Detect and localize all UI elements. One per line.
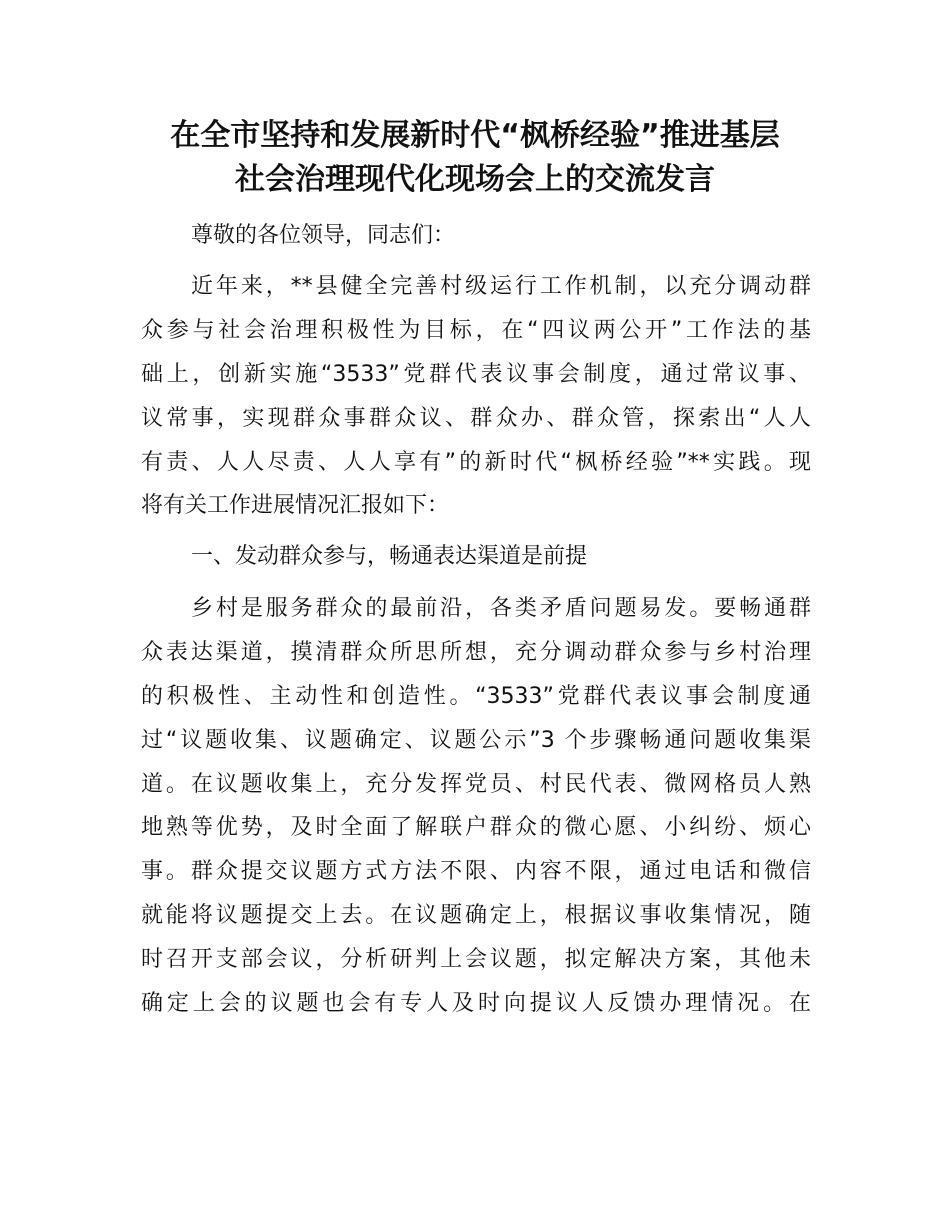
paragraph-line: 道。在议题收集上，充分发挥党员、村民代表、微网格员人熟 xyxy=(141,771,811,797)
paragraph-line: 地熟等优势，及时全面了解联户群众的微心愿、小纠纷、烦心 xyxy=(141,815,811,841)
paragraph-line: 的积极性、主动性和创造性。“3533”党群代表议事会制度通 xyxy=(141,683,811,709)
paragraph-1 xyxy=(141,265,811,528)
section-heading-1: 一、发动群众参与，畅通表达渠道是前提 xyxy=(191,544,588,569)
document-title-line-1: 在全市坚持和发展新时代“枫桥经验”推进基层 xyxy=(170,118,780,153)
paragraph-line: 将有关工作进展情况汇报如下： xyxy=(141,493,450,519)
paragraph-line: 有责、人人尽责、人人享有”的新时代“枫桥经验”**实践。现 xyxy=(141,449,811,475)
paragraph-line: 过“议题收集、议题确定、议题公示”3 个步骤畅通问题收集渠 xyxy=(141,727,811,753)
paragraph-line: 事。群众提交议题方式方法不限、内容不限，通过电话和微信 xyxy=(141,859,811,885)
salutation: 尊敬的各位领导，同志们： xyxy=(191,223,456,248)
paragraph-line: 础上，创新实施“3533”党群代表议事会制度，通过常议事、 xyxy=(141,361,811,387)
paragraph-line: 众表达渠道，摸清群众所思所想，充分调动群众参与乡村治理 xyxy=(141,639,811,665)
section-heading-block xyxy=(141,535,811,579)
paragraph-line: 确定上会的议题也会有专人及时向提议人反馈办理情况。在 xyxy=(141,991,811,1017)
paragraph-2 xyxy=(141,587,811,1026)
salutation-block xyxy=(141,214,811,258)
paragraph-line: 众参与社会治理积极性为目标，在“四议两公开”工作法的基 xyxy=(141,317,811,343)
paragraph-line: 时召开支部会议，分析研判上会议题，拟定解决方案，其他未 xyxy=(141,947,811,973)
paragraph-line: 近年来，**县健全完善村级运行工作机制，以充分调动群 xyxy=(191,274,811,299)
paragraph-line: 议常事，实现群众事群众议、群众办、群众管，探索出“人人 xyxy=(141,405,811,431)
document-title-line-2: 社会治理现代化现场会上的交流发言 xyxy=(235,162,715,197)
paragraph-line: 就能将议题提交上去。在议题确定上，根据议事收集情况，随 xyxy=(141,903,811,929)
paragraph-line: 乡村是服务群众的最前沿，各类矛盾问题易发。要畅通群 xyxy=(191,596,811,621)
